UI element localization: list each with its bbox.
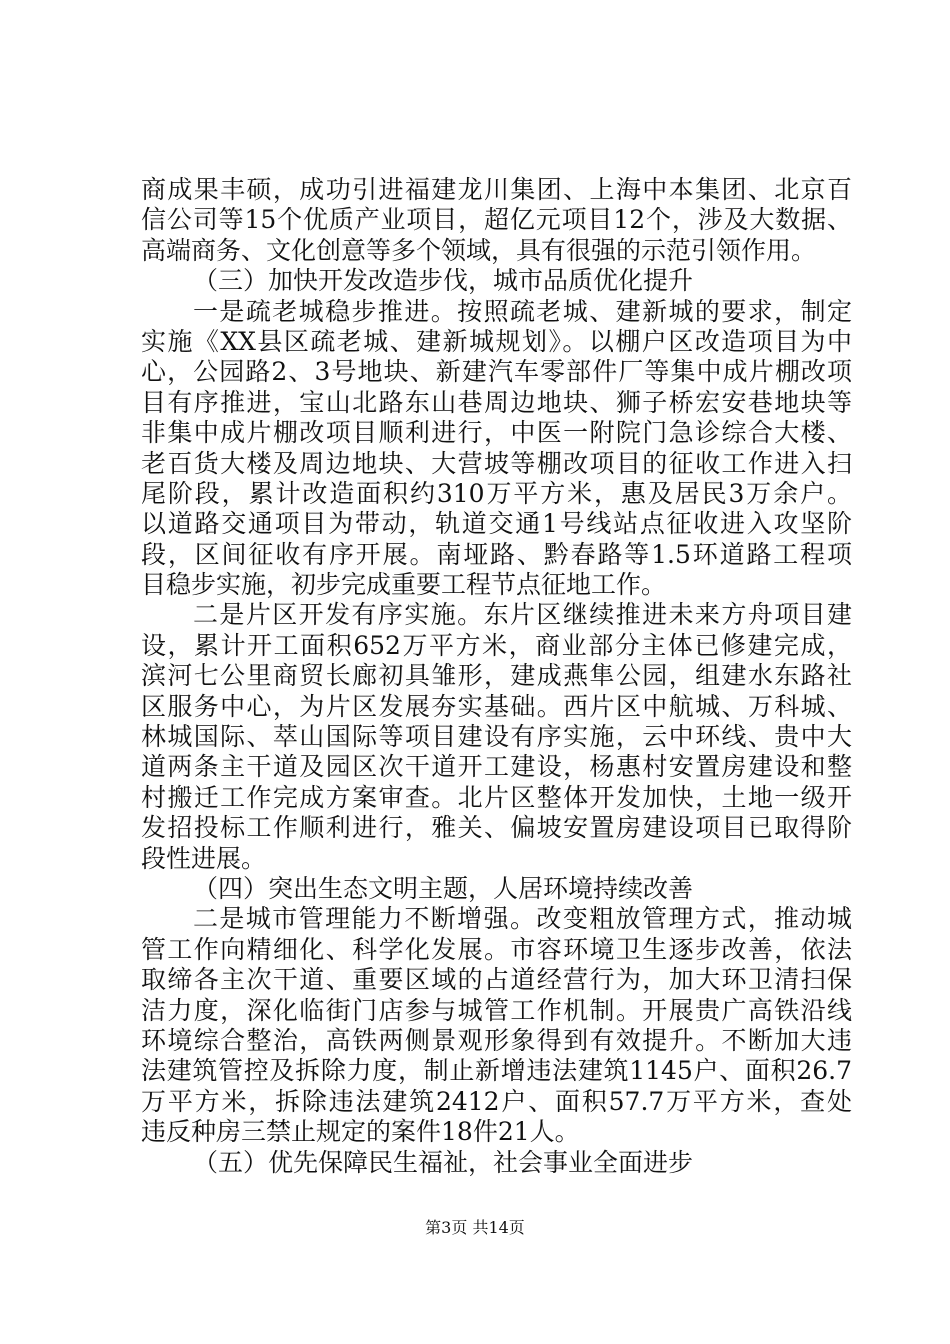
document-body <box>141 175 852 1178</box>
text-line: 段，区间征收有序开展。南垭路、黔春路等1.5环道路工程项 <box>141 539 852 569</box>
paragraph-continuation <box>141 175 852 266</box>
text-line: 非集中成片棚改项目顺利进行，中医一附院门急诊综合大楼、 <box>141 418 852 448</box>
text-line: 区服务中心，为片区发展夯实基础。西片区中航城、万科城、 <box>141 691 852 721</box>
text-line: 发招投标工作顺利进行，雅关、偏坡安置房建设项目已取得阶 <box>141 813 852 843</box>
text-line: 取缔各主次干道、重要区域的占道经营行为，加大环卫清扫保 <box>141 965 852 995</box>
text-line: 二是片区开发有序实施。东片区继续推进未来方舟项目建 <box>193 600 852 630</box>
text-line: 一是疏老城稳步推进。按照疏老城、建新城的要求，制定 <box>193 296 852 326</box>
text-line: 以道路交通项目为带动，轨道交通1号线站点征收进入攻坚阶 <box>141 509 852 539</box>
text-line: 高端商务、文化创意等多个领域，具有很强的示范引领作用。 <box>141 235 817 265</box>
section-heading-line: （三）加快开发改造步伐，城市品质优化提升 <box>193 266 694 296</box>
section-heading-5 <box>141 1148 852 1178</box>
page-number-footer: 第3页 共14页 <box>425 1218 525 1237</box>
text-line: 老百货大楼及周边地块、大营坡等棚改项目的征收工作进入扫 <box>141 448 852 478</box>
text-line: 信公司等15个优质产业项目，超亿元项目12个，涉及大数据、 <box>141 205 852 235</box>
paragraph-district-development <box>141 600 852 874</box>
text-line: 二是城市管理能力不断增强。改变粗放管理方式，推动城 <box>193 904 852 934</box>
text-line: 实施《XX县区疏老城、建新城规划》。以棚户区改造项目为中 <box>141 326 852 356</box>
text-line: 段性进展。 <box>141 843 267 873</box>
text-line: 尾阶段，累计改造面积约310万平方米，惠及居民3万余户。 <box>141 478 852 508</box>
section-heading-4 <box>141 874 852 904</box>
text-line: 环境综合整治，高铁两侧景观形象得到有效提升。不断加大违 <box>141 1025 852 1055</box>
text-line: 目稳步实施，初步完成重要工程节点征地工作。 <box>141 570 667 600</box>
text-line: 林城国际、萃山国际等项目建设有序实施，云中环线、贵中大 <box>141 722 852 752</box>
text-line: 管工作向精细化、科学化发展。市容环境卫生逐步改善，依法 <box>141 934 852 964</box>
text-line: 心，公园路2、3号地块、新建汽车零部件厂等集中成片棚改项 <box>141 357 852 387</box>
text-line: 目有序推进，宝山北路东山巷周边地块、狮子桥宏安巷地块等 <box>141 387 852 417</box>
section-heading-line: （四）突出生态文明主题，人居环境持续改善 <box>193 873 694 903</box>
paragraph-old-city <box>141 297 852 601</box>
text-line: 商成果丰硕，成功引进福建龙川集团、上海中本集团、北京百 <box>141 175 852 204</box>
section-heading-3 <box>141 266 852 296</box>
text-line: 村搬迁工作完成方案审查。北片区整体开发加快，土地一级开 <box>141 782 852 812</box>
section-heading-line: （五）优先保障民生福祉，社会事业全面进步 <box>193 1147 694 1177</box>
text-line: 洁力度，深化临街门店参与城管工作机制。开展贵广高铁沿线 <box>141 995 852 1025</box>
text-line: 设，累计开工面积652万平方米，商业部分主体已修建完成， <box>141 630 852 660</box>
text-line: 万平方米，拆除违法建筑2412户、面积57.7万平方米，查处 <box>141 1086 852 1116</box>
text-line: 违反种房三禁止规定的案件18件21人。 <box>141 1117 580 1147</box>
text-line: 道两条主干道及园区次干道开工建设，杨惠村安置房建设和整 <box>141 752 852 782</box>
paragraph-city-management <box>141 904 852 1147</box>
text-line: 滨河七公里商贸长廊初具雏形，建成燕隼公园，组建水东路社 <box>141 661 852 691</box>
text-line: 法建筑管控及拆除力度，制止新增违法建筑1145户、面积26.7 <box>141 1056 852 1086</box>
